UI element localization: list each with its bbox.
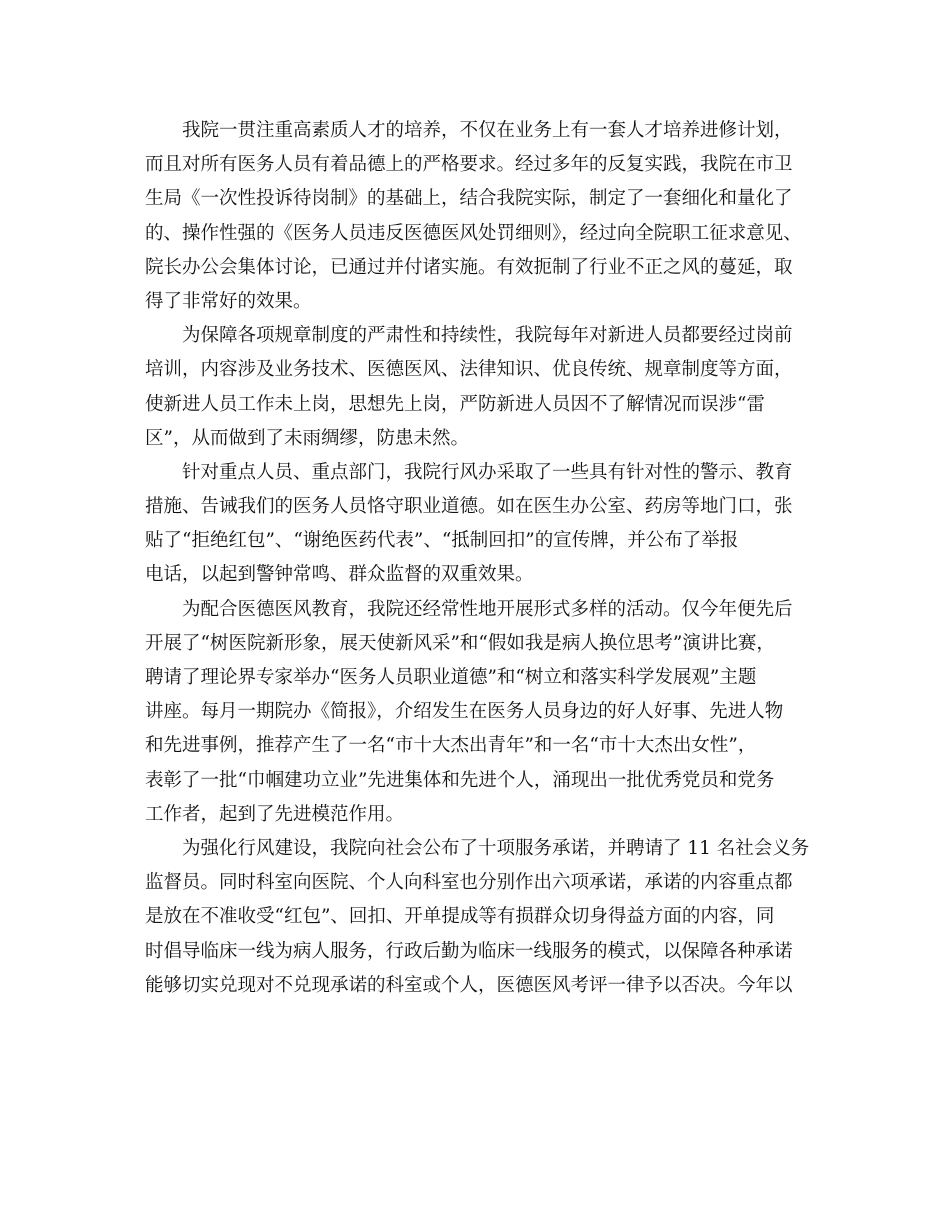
text-line: 区”，从而做到了未雨绸缪，防患未然。	[145, 427, 469, 449]
text-line: 贴了“拒绝红包”、“谢绝医药代表”、“抵制回扣”的宣传牌，并公布了举报	[145, 530, 739, 552]
text-line: 措施、告诫我们的医务人员恪守职业道德。如在医生办公室、药房等地门口，张	[145, 496, 793, 518]
text-line: 为保障各项规章制度的严肃性和持续性，我院每年对新进人员都要经过岗前	[182, 325, 793, 347]
text-line: 为配合医德医风教育，我院还经常性地开展形式多样的活动。仅今年便先后	[182, 598, 793, 620]
text-line: 工作者，起到了先进模范作用。	[145, 803, 405, 825]
text-line: 针对重点人员、重点部门，我院行风办采取了一些具有针对性的警示、教育	[182, 461, 793, 483]
text-line: 讲座。每月一期院办《简报》，介绍发生在医务人员身边的好人好事、先进人物	[145, 701, 784, 723]
text-line: 是放在不准收受“红包”、回扣、开单提成等有损群众切身得益方面的内容，同	[145, 906, 775, 928]
text-line: 培训，内容涉及业务技术、医德医风、法律知识、优良传统、规章制度等方面，	[145, 359, 793, 381]
text-line: 生局《一次性投诉待岗制》的基础上，结合我院实际，制定了一套细化和量化了	[145, 188, 793, 210]
text-line: 时倡导临床一线为病人服务，行政后勤为临床一线服务的模式，以保障各种承诺	[145, 940, 793, 962]
text-line: 为强化行风建设，我院向社会公布了十项服务承诺，并聘请了 11 名社会义务	[182, 837, 810, 859]
text-line: 监督员。同时科室向医院、个人向科室也分别作出六项承诺，承诺的内容重点都	[145, 872, 793, 894]
text-line: 能够切实兑现对不兑现承诺的科室或个人，医德医风考评一律予以否决。今年以	[145, 974, 793, 996]
text-line: 院长办公会集体讨论，已通过并付诸实施。有效扼制了行业不正之风的蔓延，取	[145, 256, 793, 278]
document-body	[145, 114, 810, 1003]
text-line: 使新进人员工作未上岗，思想先上岗，严防新进人员因不了解情况而误涉“雷	[145, 393, 765, 415]
text-line: 我院一贯注重高素质人才的培养，不仅在业务上有一套人才培养进修计划，	[182, 120, 793, 141]
text-line: 的、操作性强的《医务人员违反医德医风处罚细则》，经过向全院职工征求意见、	[145, 222, 802, 244]
text-line: 表彰了一批“巾帼建功立业”先进集体和先进个人，涌现出一批优秀党员和党务	[145, 769, 775, 791]
text-line: 得了非常好的效果。	[145, 290, 312, 312]
text-line: 而且对所有医务人员有着品德上的严格要求。经过多年的反复实践，我院在市卫	[145, 154, 793, 176]
text-line: 聘请了理论界专家举办“医务人员职业道德”和“树立和落实科学发展观”主题	[145, 667, 757, 688]
text-line: 开展了“树医院新形象，展天使新风采”和“假如我是病人换位思考”演讲比赛，	[145, 632, 775, 654]
text-line: 和先进事例，推荐产生了一名“市十大杰出青年”和一名“市十大杰出女性”，	[145, 735, 757, 757]
text-line: 电话，以起到警钟常鸣、群众监督的双重效果。	[145, 564, 534, 586]
